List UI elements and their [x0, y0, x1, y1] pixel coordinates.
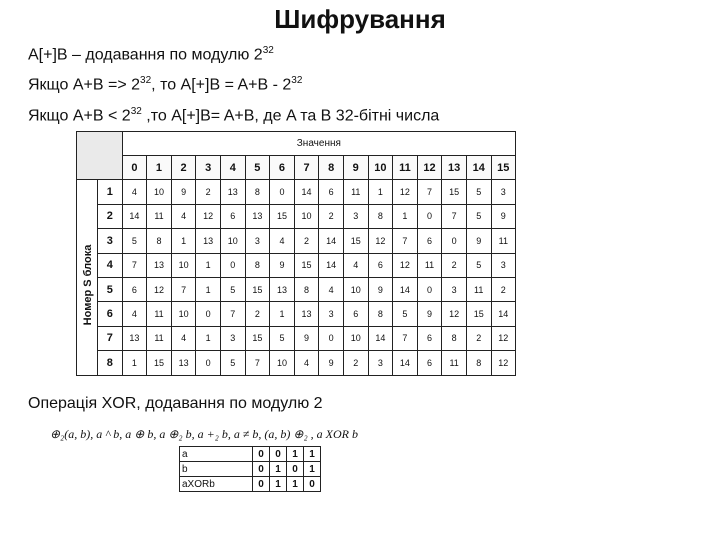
sbox-cell: 3 [343, 204, 368, 228]
sbox-row-label [78, 210, 98, 360]
sbox-cell: 0 [196, 351, 221, 375]
text-line-2 [28, 75, 302, 94]
sbox-cell: 5 [270, 326, 295, 350]
sbox-cell: 5 [466, 204, 491, 228]
sbox-cell: 7 [442, 204, 467, 228]
xor-cell: 1 [270, 477, 287, 492]
xor-truth-table [179, 446, 321, 492]
sbox-cell: 11 [147, 326, 172, 350]
sbox-cell: 6 [417, 326, 442, 350]
sbox-cell: 8 [368, 204, 393, 228]
sbox-cell: 6 [343, 302, 368, 326]
sbox-cell: 0 [417, 204, 442, 228]
xor-row [180, 477, 321, 492]
sbox-column-header: 9 [343, 156, 368, 180]
text-line-3-b: ,то A[+]B= A+B, де A та B 32-бітні числа [141, 107, 440, 125]
sbox-row [77, 229, 516, 253]
sbox-column-header: 12 [417, 156, 442, 180]
sbox-cell: 15 [270, 204, 295, 228]
text-line-2-exp1: 32 [140, 75, 152, 86]
sbox-cell: 15 [147, 351, 172, 375]
sbox-column-header: 11 [393, 156, 418, 180]
sbox-cell: 13 [171, 351, 196, 375]
sbox-cell: 15 [245, 326, 270, 350]
text-line-3 [28, 106, 439, 125]
sbox-cell: 9 [294, 326, 319, 350]
sbox-cell: 10 [294, 204, 319, 228]
sbox-cell: 2 [319, 204, 344, 228]
sbox-cell: 0 [417, 277, 442, 301]
sbox-cell: 14 [368, 326, 393, 350]
sbox-cell: 10 [171, 253, 196, 277]
sbox-cell: 14 [393, 351, 418, 375]
sbox-cell: 5 [220, 277, 245, 301]
sbox-cell: 9 [171, 180, 196, 204]
sbox-cell: 10 [343, 277, 368, 301]
sbox-row [77, 302, 516, 326]
sbox-cell: 5 [220, 351, 245, 375]
sbox-cell: 6 [122, 277, 147, 301]
sbox-cell: 7 [393, 326, 418, 350]
sbox-cell: 14 [294, 180, 319, 204]
sbox-row-header: 7 [98, 326, 123, 350]
sbox-cell: 6 [368, 253, 393, 277]
sbox-column-header: 15 [491, 156, 516, 180]
sbox-cell: 7 [220, 302, 245, 326]
sbox-row [77, 253, 516, 277]
text-line-1-main: A[+]B – додавання по модулю 2 [28, 46, 263, 64]
xor-notations: ⊕₂(a, b), a ^ b, a ⊕ b, a ⊕₂ b, a +₂ b, a ≠ b, (a, b) ⊕₂ , a XOR b [50, 427, 358, 441]
sbox-cell: 13 [270, 277, 295, 301]
sbox-cell: 15 [294, 253, 319, 277]
sbox-cell: 1 [270, 302, 295, 326]
sbox-corner [77, 132, 123, 180]
sbox-column-group-label: Значення [122, 132, 516, 156]
sbox-cell: 7 [393, 229, 418, 253]
text-line-2-a: Якщо A+B => 2 [28, 76, 141, 94]
sbox-cell: 0 [220, 253, 245, 277]
xor-cell: 0 [253, 462, 270, 477]
sbox-column-header: 6 [270, 156, 295, 180]
sbox-cell: 9 [319, 351, 344, 375]
page-title: Шифрування [274, 4, 446, 34]
sbox-cell: 2 [196, 180, 221, 204]
sbox-column-header: 13 [442, 156, 467, 180]
sbox-cell: 5 [466, 180, 491, 204]
sbox-cell: 4 [171, 326, 196, 350]
sbox-column-header: 2 [171, 156, 196, 180]
sbox-cell: 3 [319, 302, 344, 326]
sbox-cell: 0 [442, 229, 467, 253]
sbox-table [76, 131, 516, 376]
sbox-cell: 6 [220, 204, 245, 228]
sbox-row-header: 1 [98, 180, 123, 204]
sbox-row [77, 326, 516, 350]
sbox-column-header: 7 [294, 156, 319, 180]
sbox-cell: 10 [343, 326, 368, 350]
sbox-cell: 8 [442, 326, 467, 350]
sbox-row-header: 5 [98, 277, 123, 301]
sbox-cell: 4 [122, 180, 147, 204]
text-line-2-exp2: 32 [291, 75, 303, 86]
sbox-column-header: 0 [122, 156, 147, 180]
sbox-cell: 6 [417, 229, 442, 253]
xor-cell: 1 [304, 447, 321, 462]
sbox-cell: 5 [393, 302, 418, 326]
sbox-cell: 11 [442, 351, 467, 375]
sbox-row-header: 6 [98, 302, 123, 326]
sbox-cell: 4 [319, 277, 344, 301]
xor-cell: 0 [304, 477, 321, 492]
sbox-cell: 11 [147, 204, 172, 228]
sbox-cell: 12 [147, 277, 172, 301]
sbox-cell: 9 [491, 204, 516, 228]
sbox-cell: 8 [147, 229, 172, 253]
sbox-cell: 2 [245, 302, 270, 326]
sbox-cell: 11 [466, 277, 491, 301]
sbox-cell: 7 [171, 277, 196, 301]
sbox-cell: 10 [220, 229, 245, 253]
sbox-cell: 1 [393, 204, 418, 228]
sbox-cell: 10 [171, 302, 196, 326]
sbox-row-header: 4 [98, 253, 123, 277]
sbox-cell: 15 [245, 277, 270, 301]
sbox-cell: 10 [147, 180, 172, 204]
sbox-cell: 3 [368, 351, 393, 375]
sbox-cell: 13 [245, 204, 270, 228]
sbox-cell: 11 [147, 302, 172, 326]
sbox-cell: 14 [393, 277, 418, 301]
sbox-cell: 13 [196, 229, 221, 253]
sbox-cell: 5 [122, 229, 147, 253]
sbox-cell: 12 [393, 180, 418, 204]
xor-cell: 0 [270, 447, 287, 462]
sbox-cell: 2 [442, 253, 467, 277]
sbox-cell: 2 [294, 229, 319, 253]
sbox-cell: 9 [417, 302, 442, 326]
sbox-row [77, 351, 516, 375]
sbox-cell: 9 [466, 229, 491, 253]
sbox-cell: 14 [319, 229, 344, 253]
sbox-row-header: 3 [98, 229, 123, 253]
sbox-cell: 2 [491, 277, 516, 301]
xor-row-label: a [180, 447, 253, 462]
xor-cell: 1 [287, 447, 304, 462]
sbox-cell: 12 [491, 351, 516, 375]
xor-cell: 1 [304, 462, 321, 477]
text-line-3-a: Якщо A+B < 2 [28, 107, 131, 125]
sbox-column-header: 1 [147, 156, 172, 180]
sbox-column-header: 3 [196, 156, 221, 180]
xor-row [180, 447, 321, 462]
sbox-cell: 14 [122, 204, 147, 228]
text-line-2-b: , то A[+]B = A+B - 2 [151, 76, 292, 94]
sbox-cell: 12 [491, 326, 516, 350]
sbox-cell: 1 [196, 326, 221, 350]
sbox-cell: 11 [491, 229, 516, 253]
sbox-cell: 14 [491, 302, 516, 326]
sbox-cell: 13 [220, 180, 245, 204]
sbox-cell: 4 [294, 351, 319, 375]
xor-cell: 0 [253, 447, 270, 462]
sbox-cell: 12 [442, 302, 467, 326]
xor-row [180, 462, 321, 477]
sbox-cell: 6 [417, 351, 442, 375]
sbox-row [77, 180, 516, 204]
sbox-cell: 13 [147, 253, 172, 277]
sbox-row-label-text: Номер S блока [82, 244, 94, 326]
sbox-cell: 14 [319, 253, 344, 277]
sbox-cell: 3 [491, 180, 516, 204]
xor-cell: 0 [253, 477, 270, 492]
sbox-cell: 13 [294, 302, 319, 326]
xor-row-label: aXORb [180, 477, 253, 492]
sbox-column-header: 14 [466, 156, 491, 180]
sbox-cell: 12 [368, 229, 393, 253]
text-line-4: Операція XOR, додавання по модулю 2 [28, 395, 323, 412]
sbox-cell: 15 [466, 302, 491, 326]
sbox-column-header: 5 [245, 156, 270, 180]
sbox-cell: 8 [245, 253, 270, 277]
sbox-cell: 0 [270, 180, 295, 204]
xor-cell: 1 [270, 462, 287, 477]
sbox-cell: 13 [122, 326, 147, 350]
sbox-cell: 0 [319, 326, 344, 350]
sbox-row [77, 277, 516, 301]
sbox-cell: 3 [245, 229, 270, 253]
sbox-cell: 15 [442, 180, 467, 204]
sbox-cell: 2 [343, 351, 368, 375]
text-line-1-exponent: 32 [262, 45, 274, 56]
sbox-cell: 9 [368, 277, 393, 301]
sbox-cell: 3 [442, 277, 467, 301]
sbox-cell: 4 [171, 204, 196, 228]
sbox-row-header: 2 [98, 204, 123, 228]
text-line-1 [28, 45, 274, 64]
text-line-3-exp1: 32 [130, 106, 142, 117]
sbox-cell: 9 [270, 253, 295, 277]
sbox-cell: 8 [245, 180, 270, 204]
sbox-cell: 12 [393, 253, 418, 277]
sbox-cell: 1 [196, 253, 221, 277]
sbox-column-header: 10 [368, 156, 393, 180]
sbox-cell: 8 [294, 277, 319, 301]
sbox-cell: 1 [171, 229, 196, 253]
sbox-cell: 4 [122, 302, 147, 326]
sbox-cell: 7 [245, 351, 270, 375]
xor-row-label: b [180, 462, 253, 477]
sbox-cell: 7 [122, 253, 147, 277]
sbox-cell: 1 [368, 180, 393, 204]
sbox-cell: 6 [319, 180, 344, 204]
sbox-row-header: 8 [98, 351, 123, 375]
sbox-row [77, 204, 516, 228]
xor-cell: 1 [287, 477, 304, 492]
sbox-cell: 8 [466, 351, 491, 375]
xor-cell: 0 [287, 462, 304, 477]
sbox-cell: 1 [196, 277, 221, 301]
sbox-column-header: 8 [319, 156, 344, 180]
sbox-cell: 4 [343, 253, 368, 277]
sbox-cell: 8 [368, 302, 393, 326]
sbox-cell: 0 [196, 302, 221, 326]
sbox-cell: 5 [466, 253, 491, 277]
sbox-cell: 1 [122, 351, 147, 375]
sbox-cell: 11 [343, 180, 368, 204]
sbox-cell: 11 [417, 253, 442, 277]
sbox-cell: 3 [491, 253, 516, 277]
sbox-cell: 7 [417, 180, 442, 204]
sbox-cell: 4 [270, 229, 295, 253]
sbox-cell: 2 [466, 326, 491, 350]
sbox-cell: 10 [270, 351, 295, 375]
sbox-cell: 15 [343, 229, 368, 253]
sbox-cell: 12 [196, 204, 221, 228]
sbox-column-header: 4 [220, 156, 245, 180]
sbox-cell: 3 [220, 326, 245, 350]
